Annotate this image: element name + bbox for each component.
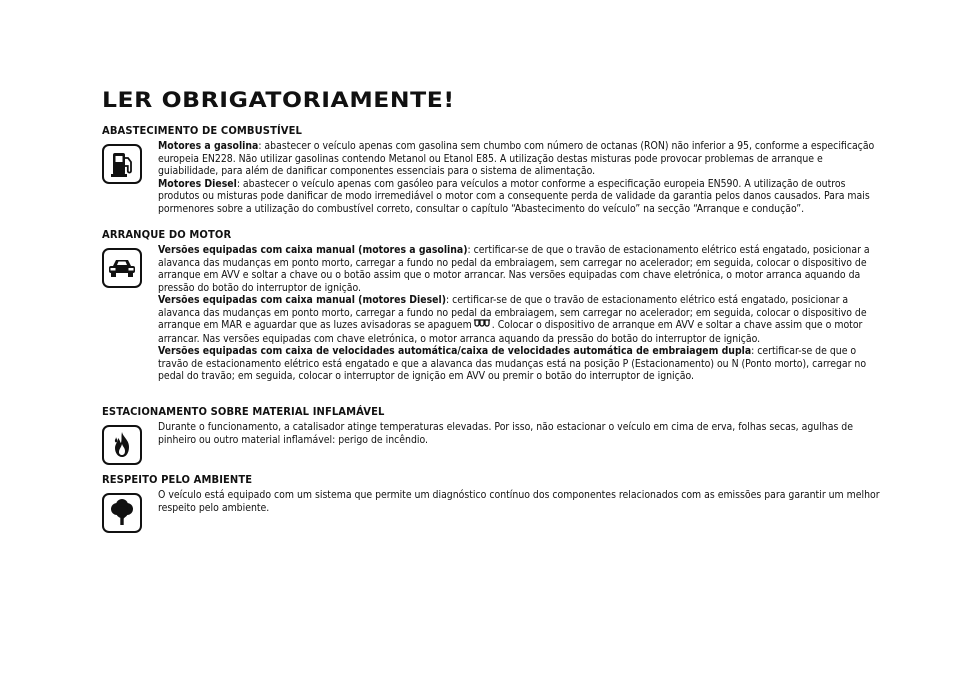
page-title: LER OBRIGATORIAMENTE! — [102, 88, 455, 112]
section-flammable-parking — [102, 406, 882, 446]
section-heading-environment: RESPEITO PELO AMBIENTE — [102, 474, 253, 486]
fuel-paragraph-diesel: Motores Diesel: abastecer o veículo apenas com gasóleo para veículos a motor conforme a especificação europeia EN590. A utilização de outros produtos ou misturas pode danificar de modo irremediável o motor com a consequente perda de validade da garantia pelos danos causados. Para mais pormenores sobre a utilização do combustível correto, consultar o capítulo “Abastecimento do veículo” na secção “Arranque e condução”. — [158, 177, 870, 215]
section-environment — [102, 474, 882, 514]
engine-paragraph-automatic: Versões equipadas com caixa de velocidades automática/caixa de velocidades automática de embraiagem dupla: certificar-se de que o travão de estacionamento elétrico está engatado e que a alavanca das mudanças está na posição P (Estacionamento) ou N (Ponto morto), carregar no pedal do travão; em seguida, colocar o interruptor de ignição em AVV ou premir o botão do interruptor de ignição. — [158, 345, 867, 382]
engine-paragraph-manual-gasoline: Versões equipadas com caixa manual (motores a gasolina): certificar-se de que o travão de estacionamento elétrico está engatado, posicionar a alavanca das mudanças em ponto morto, carregar a fundo no pedal da embraiagem, sem carregar no acelerador; em seguida, colocar o dispositivo de arranque em AVV e soltar a chave ou o botão assim que o motor arrancar. Nas versões equipadas com chave eletrónica, o motor arranca aquando da pressão do botão do interruptor de ignição. — [158, 244, 870, 294]
fuel-pump-icon — [102, 144, 142, 184]
section-heading-engine-start: ARRANQUE DO MOTOR — [102, 229, 232, 241]
tree-icon — [102, 493, 142, 533]
section-heading-flammable: ESTACIONAMENTO SOBRE MATERIAL INFLAMÁVEL — [102, 406, 385, 418]
engine-paragraph-manual-diesel: Versões equipadas com caixa manual (motores Diesel): certificar-se de que o travão de estacionamento elétrico está engatado, posicionar a alavanca das mudanças em ponto morto, carregar a fundo no pedal da embraiagem, sem carregar no acelerador; em seguida, colocar o dispositivo de arranque em MAR e aguardar que as luzes avisadoras se apaguem . Colocar o dispositivo de arranque em AVV e soltar a chave assim que o motor arrancar. Nas versões equipadas com chave eletrónica, o motor arranca aquando da pressão do botão do interruptor de ignição. — [158, 294, 867, 345]
flame-icon — [102, 425, 142, 465]
glow-plug-icon — [473, 319, 491, 333]
section-heading-fuel: ABASTECIMENTO DE COMBUSTÍVEL — [102, 125, 302, 137]
section-engine-start — [102, 229, 882, 383]
environment-paragraph: O veículo está equipado com um sistema que permite um diagnóstico contínuo dos componentes relacionados com as emissões para garantir um melhor respeito pelo ambiente. — [158, 489, 880, 514]
car-icon — [102, 248, 142, 288]
flammable-paragraph: Durante o funcionamento, a catalisador atinge temperaturas elevadas. Por isso, não estacionar o veículo em cima de erva, folhas secas, agulhas de pinheiro ou outro material inflamável: perigo de incêndio. — [158, 421, 853, 446]
fuel-paragraph-gasoline: Motores a gasolina: abastecer o veículo apenas com gasolina sem chumbo com número de octanas (RON) não inferior a 95, conforme a especificação europeia EN228. Não utilizar gasolinas contendo Metanol ou Etanol E85. A utilização destas misturas pode provocar problemas de arranque e guiabilidade, para além de danificar componentes essenciais para o sistema de alimentação. — [158, 140, 875, 177]
section-fuel — [102, 125, 882, 215]
